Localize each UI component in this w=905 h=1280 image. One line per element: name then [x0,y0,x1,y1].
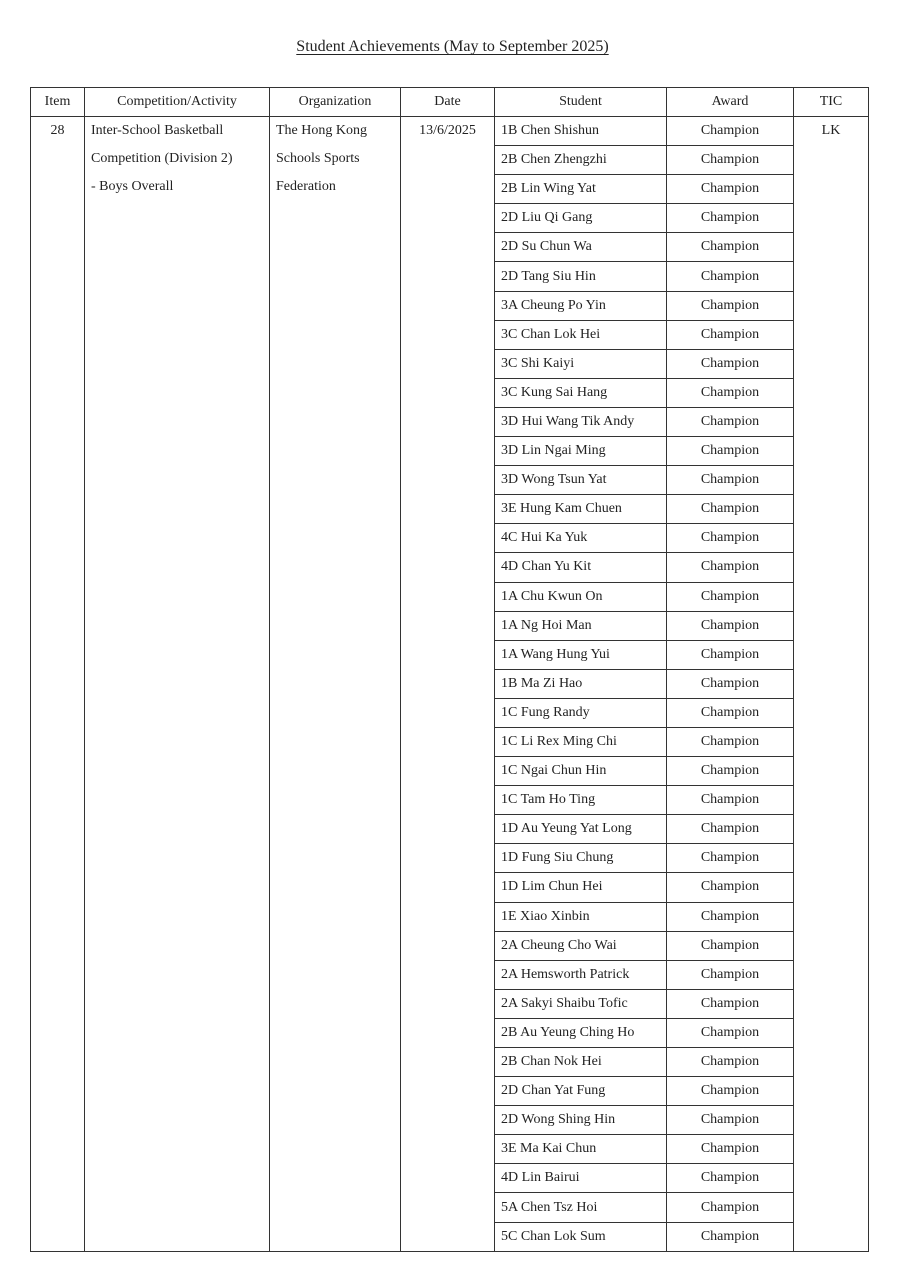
student-award: Champion [667,1164,794,1193]
student-award: Champion [667,873,794,902]
student-name: 3E Ma Kai Chun [495,1135,667,1164]
student-award: Champion [667,233,794,262]
student-name: 4D Lin Bairui [495,1164,667,1193]
student-award: Champion [667,146,794,175]
table-row [31,117,869,146]
student-name: 3D Wong Tsun Yat [495,466,667,495]
header-student: Student [495,88,667,117]
student-award: Champion [667,378,794,407]
student-award: Champion [667,1106,794,1135]
header-item: Item [31,88,85,117]
student-award: Champion [667,757,794,786]
student-award: Champion [667,640,794,669]
student-award: Champion [667,117,794,146]
student-award: Champion [667,320,794,349]
page-title-text: Student Achievements (May to September 2025) [296,38,609,55]
student-name: 2D Chan Yat Fung [495,1077,667,1106]
student-name: 1B Ma Zi Hao [495,669,667,698]
item-number: 28 [50,123,65,138]
student-award: Champion [667,1077,794,1106]
student-award: Champion [667,960,794,989]
date-value: 13/6/2025 [419,123,476,138]
student-award: Champion [667,1193,794,1222]
student-award: Champion [667,524,794,553]
student-name: 1B Chen Shishun [495,117,667,146]
student-award: Champion [667,582,794,611]
achievements-table [30,87,869,1252]
student-award: Champion [667,902,794,931]
item-cell [31,117,85,1252]
student-award: Champion [667,844,794,873]
student-name: 1C Fung Randy [495,698,667,727]
organization-line: Federation [276,179,336,195]
student-award: Champion [667,407,794,436]
competition-line: - Boys Overall [91,179,174,195]
student-name: 3C Shi Kaiyi [495,349,667,378]
student-name: 2A Cheung Cho Wai [495,931,667,960]
student-award: Champion [667,204,794,233]
student-award: Champion [667,611,794,640]
student-award: Champion [667,989,794,1018]
student-name: 3C Chan Lok Hei [495,320,667,349]
header-award: Award [667,88,794,117]
student-name: 2D Liu Qi Gang [495,204,667,233]
student-award: Champion [667,786,794,815]
competition-line: Inter-School Basketball [91,123,224,138]
student-name: 3D Lin Ngai Ming [495,437,667,466]
date-cell [401,117,495,1252]
student-award: Champion [667,815,794,844]
student-name: 2B Chen Zhengzhi [495,146,667,175]
tic-cell [794,117,869,1252]
student-name: 1C Tam Ho Ting [495,786,667,815]
student-name: 3A Cheung Po Yin [495,291,667,320]
student-name: 1A Chu Kwun On [495,582,667,611]
student-name: 3D Hui Wang Tik Andy [495,407,667,436]
student-name: 2A Sakyi Shaibu Tofic [495,989,667,1018]
student-name: 2B Chan Nok Hei [495,1048,667,1077]
student-award: Champion [667,727,794,756]
student-name: 1A Ng Hoi Man [495,611,667,640]
student-name: 5C Chan Lok Sum [495,1222,667,1251]
student-name: 5A Chen Tsz Hoi [495,1193,667,1222]
student-name: 3C Kung Sai Hang [495,378,667,407]
student-award: Champion [667,669,794,698]
student-name: 4D Chan Yu Kit [495,553,667,582]
student-award: Champion [667,175,794,204]
tic-value: LK [821,123,841,138]
student-name: 1C Li Rex Ming Chi [495,727,667,756]
student-name: 2D Su Chun Wa [495,233,667,262]
student-name: 1D Fung Siu Chung [495,844,667,873]
header-tic: TIC [794,88,869,117]
table-body [31,117,869,1252]
student-name: 1E Xiao Xinbin [495,902,667,931]
student-name: 1D Lim Chun Hei [495,873,667,902]
student-award: Champion [667,495,794,524]
competition-line: Competition (Division 2) [91,151,233,167]
competition-cell [85,117,270,1252]
student-award: Champion [667,466,794,495]
student-name: 1A Wang Hung Yui [495,640,667,669]
header-competition: Competition/Activity [85,88,270,117]
student-award: Champion [667,553,794,582]
student-name: 2B Lin Wing Yat [495,175,667,204]
student-award: Champion [667,931,794,960]
organization-cell [270,117,401,1252]
student-name: 2B Au Yeung Ching Ho [495,1018,667,1047]
header-row [31,88,869,117]
student-award: Champion [667,437,794,466]
student-name: 1C Ngai Chun Hin [495,757,667,786]
organization-line: The Hong Kong [276,123,367,138]
student-name: 2D Wong Shing Hin [495,1106,667,1135]
student-award: Champion [667,262,794,291]
student-award: Champion [667,1018,794,1047]
student-award: Champion [667,1135,794,1164]
student-award: Champion [667,1048,794,1077]
organization-line: Schools Sports [276,151,360,167]
student-name: 1D Au Yeung Yat Long [495,815,667,844]
header-date: Date [401,88,495,117]
student-name: 2A Hemsworth Patrick [495,960,667,989]
student-name: 3E Hung Kam Chuen [495,495,667,524]
student-name: 4C Hui Ka Yuk [495,524,667,553]
header-organization: Organization [270,88,401,117]
student-award: Champion [667,291,794,320]
student-award: Champion [667,1222,794,1251]
page-title [0,38,905,56]
student-award: Champion [667,349,794,378]
student-award: Champion [667,698,794,727]
student-name: 2D Tang Siu Hin [495,262,667,291]
